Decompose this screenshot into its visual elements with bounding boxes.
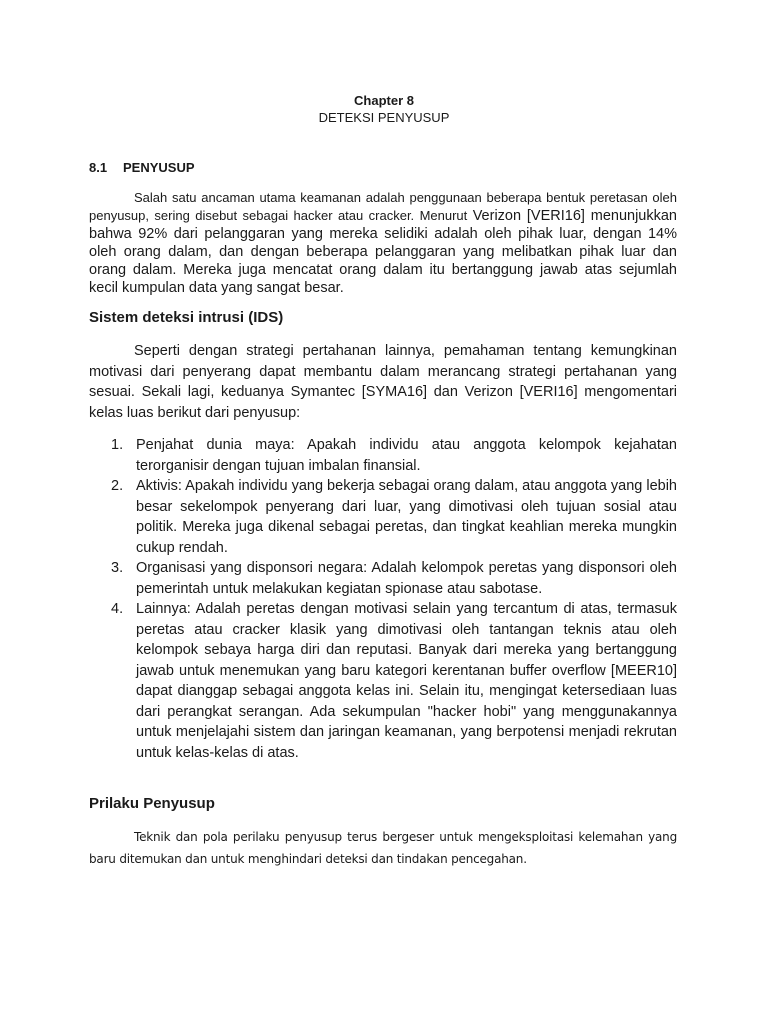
list-item: [89, 599, 677, 763]
list-item-text: Organisasi yang disponsori negara: Adalah kelompok peretas yang disponsori oleh pemerintah untuk melakukan kegiatan spionase atau sabotase.: [136, 560, 677, 597]
intro-paragraph: [89, 189, 677, 297]
list-item-number: 4.: [111, 601, 124, 617]
intro-paragraph-part2: Verizon [VERI16] menunjukkan bahwa 92% dari pelanggaran yang mereka selidiki adalah oleh pihak luar, dengan 14% oleh orang dalam, dan dengan beberapa pelanggaran yang melibatkan pihak luar dan orang dalam. Mereka juga mencatat orang dalam itu bertanggung jawab atas sejumlah kecil kumpulan data yang sangat besar.: [89, 208, 677, 296]
chapter-title: Chapter 8: [354, 93, 414, 108]
heading-prilaku: Prilaku Penyusup: [89, 795, 215, 812]
list-item-number: 2.: [111, 478, 124, 494]
section-heading: [89, 160, 195, 175]
list-item-number: 3.: [111, 560, 124, 576]
list-item: [89, 476, 677, 558]
list-item-text: Aktivis: Apakah individu yang bekerja sebagai orang dalam, atau anggota yang lebih besar sekelompok penyerang dari luar, yang dimotivasi oleh tujuan sosial atau politik. Mereka juga dikenal sebagai peretas, dan tingkat keahlian mereka mungkin cukup rendah.: [136, 478, 677, 556]
chapter-subtitle: DETEKSI PENYUSUP: [318, 110, 450, 125]
section-number: 8.1: [89, 160, 108, 175]
list-item-text: Penjahat dunia maya: Apakah individu atau anggota kelompok kejahatan terorganisir dengan tujuan imbalan finansial.: [136, 437, 677, 474]
list-item-number: 1.: [111, 437, 124, 453]
ids-paragraph: Seperti dengan strategi pertahanan lainnya, pemahaman tentang kemungkinan motivasi dari penyerang dapat membantu dalam merancang strategi pertahanan yang sesuai. Sekali lagi, keduanya Symantec [SYMA16] dan Verizon [VERI16] mengomentari kelas luas berikut dari penyusup:: [89, 343, 677, 421]
list-item: [89, 558, 677, 599]
list-item-text: Lainnya: Adalah peretas dengan motivasi selain yang tercantum di atas, termasuk peretas atau cracker klasik yang dimotivasi oleh tantangan teknis atau oleh kelompok sebaya harga diri dan reputasi. Banyak dari mereka yang bertanggung jawab untuk menemukan yang baru kategori kerentanan buffer overflow [MEER10] dapat dianggap sebagai anggota kelas ini. Selain itu, mengingat ketersediaan luas dari perangkat serangan. Ada sekumpulan "hacker hobi" yang menggunakannya untuk menjelajahi sistem dan jaringan keamanan, yang berpotensi menjadi rekrutan untuk kelas-kelas di atas.: [136, 601, 677, 761]
heading-ids: Sistem deteksi intrusi (IDS): [89, 309, 284, 326]
intruder-classes-list: [89, 435, 677, 763]
prilaku-paragraph: Teknik dan pola perilaku penyusup terus bergeser untuk mengeksploitasi kelemahan yang baru ditemukan dan untuk menghindari deteksi dan tindakan pencegahan.: [89, 830, 677, 866]
list-item: [89, 435, 677, 476]
section-title: PENYUSUP: [123, 160, 195, 175]
intro-paragraph-part1: Salah satu ancaman utama keamanan adalah penggunaan beberapa bentuk peretasan oleh penyusup, sering disebut sebagai hacker atau cracker. Menurut: [89, 190, 677, 223]
